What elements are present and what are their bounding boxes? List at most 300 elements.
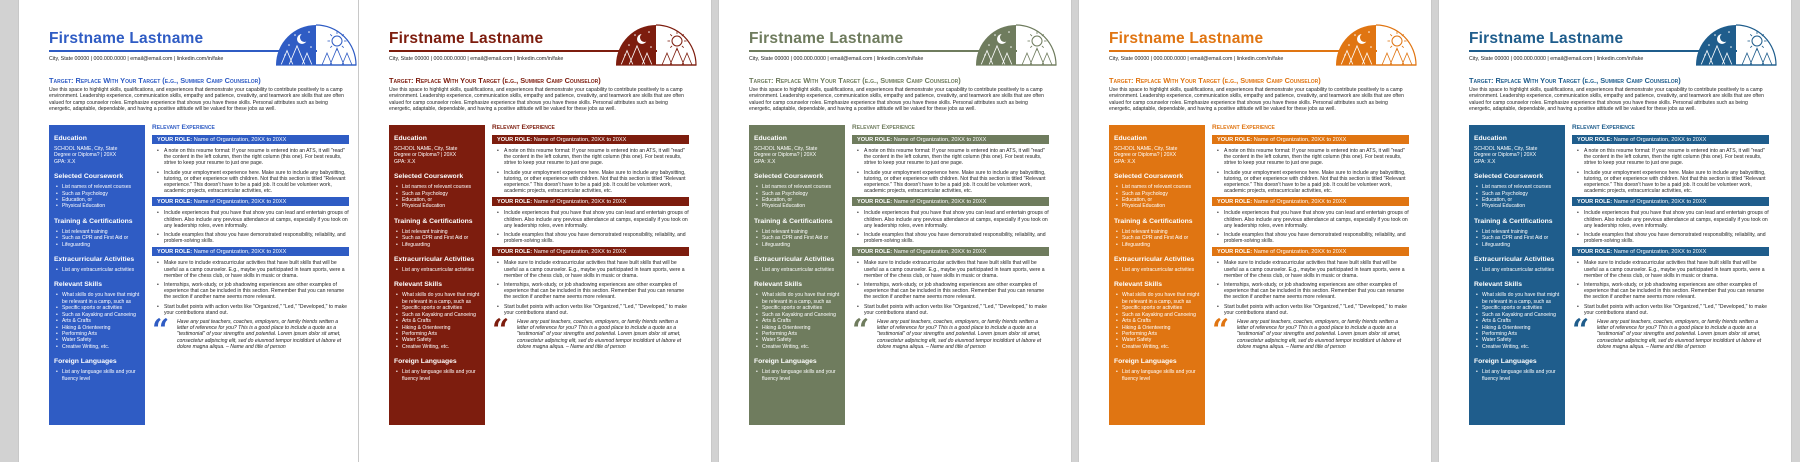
- role-organization: Name of Organization, 20XX to 20XX: [533, 248, 627, 255]
- role-header: [852, 197, 1049, 206]
- role-bullets: [852, 148, 1049, 194]
- role-title: YOUR ROLE:: [1577, 136, 1613, 143]
- sidebar-list-item: • List any extracurricular activities: [762, 267, 840, 273]
- sidebar: [749, 125, 845, 425]
- sidebar-list-item: • List relevant training: [402, 229, 480, 235]
- sidebar-list-item: • Performing Arts: [762, 331, 840, 337]
- sidebar-list-item: • Water Safety: [1122, 337, 1200, 343]
- night-day-emblem-icon: [1695, 23, 1777, 67]
- sidebar-list: [394, 229, 480, 248]
- sidebar-list: [394, 369, 480, 382]
- role-organization: Name of Organization, 20XX to 20XX: [193, 136, 287, 143]
- education-heading: Education: [754, 135, 787, 142]
- target-heading: Target: Replace With Your Target (e.g., Summer Camp Counselor): [389, 76, 601, 85]
- training-heading: Training & Certifications: [1474, 217, 1553, 225]
- education-line: Degree or Diploma? | 20XX: [1474, 152, 1537, 159]
- role-bullet: • Make sure to include extracurricular activities that have built skills that will be useful as a camp counselor. E.g., maybe you participated in team sports, were a member of the chess club, or have skills in music or drama.: [504, 260, 689, 279]
- sidebar-list-item: • Arts & Crafts: [62, 318, 140, 324]
- role-header: [152, 135, 349, 144]
- activities-heading: Extracurricular Activities: [1114, 256, 1195, 264]
- sidebar-list-item: • List any extracurricular activities: [1122, 267, 1200, 273]
- role-title: YOUR ROLE:: [157, 198, 193, 205]
- sidebar-list: [1474, 369, 1560, 382]
- role-bullet: • Include experiences that you have that show you can lead and entertain groups of children. Also include any previous attendance at camps, especially if you took on any leadership roles, even informally.: [164, 210, 349, 229]
- role-organization: Name of Organization, 20XX to 20XX: [1253, 136, 1347, 143]
- sidebar-list-item: • What skills do you have that might be relevant in a camp, such as: [402, 292, 480, 305]
- sidebar-list-item: • Lifeguarding: [62, 242, 140, 248]
- role-bullet: • Make sure to include extracurricular activities that have built skills that will be useful as a camp counselor. E.g., maybe you participated in team sports, were a member of the chess club, or have skills in music or drama.: [1224, 260, 1409, 279]
- role-bullet: • Include your employment experience here. Make sure to include any babysitting, tutoring, or other experience with children. Not that this section is titled "Relevant experience." This doesn't have to be a paid job. It could be volunteer work, academic projects, extracurricular activities, etc.: [164, 170, 349, 195]
- sidebar-list-item: • Specific sports or activities: [402, 305, 480, 311]
- activities-heading: Extracurricular Activities: [54, 256, 135, 264]
- resume-page[interactable]: [1438, 0, 1792, 462]
- education-line: SCHOOL NAME, City, State: [754, 146, 818, 152]
- sidebar-list-item: • Hiking & Orienteering: [62, 325, 140, 331]
- sidebar-list-item: • Specific sports or activities: [1122, 305, 1200, 311]
- contact-line: City, State 00000 | 000.000.0000 | email@email.com | linkedin.com/in/fake: [389, 56, 564, 62]
- role-header: [1212, 135, 1409, 144]
- role-header: [852, 135, 1049, 144]
- night-day-emblem-icon: [615, 23, 697, 67]
- role-organization: Name of Organization, 20XX to 20XX: [193, 248, 287, 255]
- languages-heading: Foreign Languages: [1114, 358, 1177, 366]
- sidebar-list-item: • Performing Arts: [1482, 331, 1560, 337]
- sidebar-list: [754, 229, 840, 248]
- education-line: GPA: X.X: [394, 158, 416, 165]
- experience-heading: Relevant Experience: [852, 124, 915, 131]
- training-heading: Training & Certifications: [754, 217, 833, 225]
- sidebar-list-item: • Such as Kayaking and Canoeing: [1122, 312, 1200, 318]
- role-organization: Name of Organization, 20XX to 20XX: [893, 248, 987, 255]
- sidebar-list-item: • Physical Education: [402, 203, 480, 209]
- summary-paragraph: Use this space to highlight skills, qualifications, and experiences that demonstrate your capability to contribute positively to a camp environment. Leadership experience, communication skills, empathy and patience, creativity, and teamwork are skills that are often valued for camp counselor roles. Emphasize experience that shows you have these skills. Personal attributes such as being energetic, adaptable, dependable, and having a positive attitude will be valued for these jobs as well.: [749, 87, 1044, 113]
- testimonial-text: Have any past teachers, coaches, employers, or family friends written a letter of reference for you? This is a good place to include a quote as a "testimonial" of your strengths and potential. Lorem ipsum dolor sit amet, consectetur adipiscing elit, sed do eiusmod tempor incididunt ut labore et dolore magna aliqua. – Name and title of person: [517, 319, 682, 350]
- sidebar-list-item: • Such as Psychology: [1122, 191, 1200, 197]
- sidebar-list: [1474, 267, 1560, 273]
- role-bullets: [492, 210, 689, 244]
- education-line: SCHOOL NAME, City, State: [54, 146, 118, 152]
- sidebar-list-item: • Such as Kayaking and Canoeing: [62, 312, 140, 318]
- role-title: YOUR ROLE:: [1577, 248, 1613, 255]
- role-bullet: • Start bullet points with action verbs like "Organized," "Led," "Developed," to make your contributions stand out.: [1584, 304, 1769, 316]
- sidebar-list: [1114, 184, 1200, 210]
- sidebar-list-item: • Such as Psychology: [1482, 191, 1560, 197]
- role-organization: Name of Organization, 20XX to 20XX: [893, 198, 987, 205]
- sidebar: [1469, 125, 1565, 425]
- contact-line: City, State 00000 | 000.000.0000 | email@email.com | linkedin.com/in/fake: [1109, 56, 1284, 62]
- role-bullet: • Start bullet points with action verbs like "Organized," "Led," "Developed," to make your contributions stand out.: [504, 304, 689, 316]
- coursework-heading: Selected Coursework: [1474, 173, 1544, 181]
- role-header: [1572, 135, 1769, 144]
- sidebar-list-item: • Physical Education: [62, 203, 140, 209]
- role-bullet: • Internships, work-study, or job shadowing experiences are other examples of experience that can be included in this section. Remember that you can rename the section if another name seems more relevant.: [1584, 282, 1769, 301]
- summary-paragraph: Use this space to highlight skills, qualifications, and experiences that demonstrate your capability to contribute positively to a camp environment. Leadership experience, communication skills, empathy and patience, creativity, and teamwork are skills that are often valued for camp counselor roles. Emphasize experience that shows you have these skills. Personal attributes such as being energetic, adaptable, dependable, and having a positive attitude will be valued for these jobs as well.: [389, 87, 684, 113]
- testimonial: [492, 313, 689, 359]
- sidebar-list-item: • Specific sports or activities: [762, 305, 840, 311]
- target-heading: Target: Replace With Your Target (e.g., Summer Camp Counselor): [49, 76, 261, 85]
- role-bullet: • Include examples that show you have demonstrated responsibility, reliability, and problem-solving skills.: [1584, 232, 1769, 244]
- role-bullet: • A note on this resume format: If your resume is entered into an ATS, it will "read" the content in the left column, then the right column (this one). For best results, strive to keep your resume to just one page.: [1584, 148, 1769, 167]
- coursework-heading: Selected Coursework: [54, 173, 124, 181]
- sidebar-list-item: • Education, or: [1122, 197, 1200, 203]
- role-organization: Name of Organization, 20XX to 20XX: [193, 198, 287, 205]
- role-bullets: [1572, 148, 1769, 194]
- skills-heading: Relevant Skills: [54, 281, 102, 289]
- role-bullet: • Include your employment experience here. Make sure to include any babysitting, tutoring, or other experience with children. Not that this section is titled "Relevant experience." This doesn't have to be a paid job. It could be volunteer work, academic projects, extracurricular activities, etc.: [1584, 170, 1769, 195]
- sidebar-list-item: • List any extracurricular activities: [62, 267, 140, 273]
- resume-page[interactable]: [718, 0, 1072, 462]
- role-title: YOUR ROLE:: [1217, 198, 1253, 205]
- sidebar-list-item: • Water Safety: [1482, 337, 1560, 343]
- sidebar-list: [1114, 369, 1200, 382]
- education-line: GPA: X.X: [1114, 158, 1136, 165]
- sidebar-list-item: • Arts & Crafts: [402, 318, 480, 324]
- sidebar-list-item: • Lifeguarding: [1482, 242, 1560, 248]
- target-heading: Target: Replace With Your Target (e.g., Summer Camp Counselor): [1469, 76, 1681, 85]
- sidebar-list: [1474, 184, 1560, 210]
- sidebar-list-item: • Creative Writing, etc.: [1482, 344, 1560, 350]
- role-title: YOUR ROLE:: [1217, 248, 1253, 255]
- role-bullet: • Internships, work-study, or job shadowing experiences are other examples of experience that can be included in this section. Remember that you can rename the section if another name seems more relevant.: [164, 282, 349, 301]
- role-bullets: [1572, 260, 1769, 316]
- target-heading: Target: Replace With Your Target (e.g., Summer Camp Counselor): [749, 76, 961, 85]
- sidebar-list-item: • Specific sports or activities: [1482, 305, 1560, 311]
- role-bullet: • Internships, work-study, or job shadowing experiences are other examples of experience that can be included in this section. Remember that you can rename the section if another name seems more relevant.: [1224, 282, 1409, 301]
- night-day-emblem-icon: [275, 23, 357, 67]
- role-bullet: • A note on this resume format: If your resume is entered into an ATS, it will "read" the content in the left column, then the right column (this one). For best results, strive to keep your resume to just one page.: [164, 148, 349, 167]
- role-title: YOUR ROLE:: [857, 136, 893, 143]
- education-heading: Education: [1114, 135, 1147, 142]
- sidebar-list-item: • What skills do you have that might be relevant in a camp, such as: [1122, 292, 1200, 305]
- languages-heading: Foreign Languages: [754, 358, 817, 366]
- sidebar-list-item: • Education, or: [402, 197, 480, 203]
- testimonial-text: Have any past teachers, coaches, employers, or family friends written a letter of reference for you? This is a good place to include a quote as a "testimonial" of your strengths and potential. Lorem ipsum dolor sit amet, consectetur adipiscing elit, sed do eiusmod tempor incididunt ut labore et dolore magna aliqua. – Name and title of person: [1237, 319, 1402, 350]
- sidebar-list-item: • List names of relevant courses: [1122, 184, 1200, 190]
- sidebar-list: [54, 267, 140, 273]
- role-bullets: [852, 260, 1049, 316]
- role-header: [1572, 247, 1769, 256]
- role-bullets: [152, 210, 349, 244]
- sidebar-list-item: • Such as Psychology: [402, 191, 480, 197]
- role-bullet: • Internships, work-study, or job shadowing experiences are other examples of experience that can be included in this section. Remember that you can rename the section if another name seems more relevant.: [864, 282, 1049, 301]
- role-title: YOUR ROLE:: [1217, 136, 1253, 143]
- contact-line: City, State 00000 | 000.000.0000 | email@email.com | linkedin.com/in/fake: [1469, 56, 1644, 62]
- role-organization: Name of Organization, 20XX to 20XX: [1613, 248, 1707, 255]
- sidebar-list-item: • Hiking & Orienteering: [762, 325, 840, 331]
- role-bullet: • Include your employment experience here. Make sure to include any babysitting, tutoring, or other experience with children. Not that this section is titled "Relevant experience." This doesn't have to be a paid job. It could be volunteer work, academic projects, extracurricular activities, etc.: [864, 170, 1049, 195]
- contact-line: City, State 00000 | 000.000.0000 | email@email.com | linkedin.com/in/fake: [749, 56, 924, 62]
- experience-column: [852, 124, 1049, 359]
- sidebar-list-item: • Arts & Crafts: [762, 318, 840, 324]
- role-title: YOUR ROLE:: [497, 248, 533, 255]
- experience-heading: Relevant Experience: [1572, 124, 1635, 131]
- role-bullet: • Include your employment experience here. Make sure to include any babysitting, tutoring, or other experience with children. Not that this section is titled "Relevant experience." This doesn't have to be a paid job. It could be volunteer work, academic projects, extracurricular activities, etc.: [1224, 170, 1409, 195]
- sidebar-list-item: • List names of relevant courses: [402, 184, 480, 190]
- training-heading: Training & Certifications: [54, 217, 133, 225]
- sidebar-list-item: • List names of relevant courses: [1482, 184, 1560, 190]
- education-line: Degree or Diploma? | 20XX: [394, 152, 457, 159]
- testimonial-text: Have any past teachers, coaches, employers, or family friends written a letter of reference for you? This is a good place to include a quote as a "testimonial" of your strengths and potential. Lorem ipsum dolor sit amet, consectetur adipiscing elit, sed do eiusmod tempor incididunt ut labore et dolore magna aliqua. – Name and title of person: [877, 319, 1042, 350]
- quote-mark-icon: “: [1212, 313, 1230, 349]
- sidebar-list: [1114, 229, 1200, 248]
- role-bullet: • A note on this resume format: If your resume is entered into an ATS, it will "read" the content in the left column, then the right column (this one). For best results, strive to keep your resume to just one page.: [864, 148, 1049, 167]
- education-line: Degree or Diploma? | 20XX: [54, 152, 117, 159]
- sidebar-list-item: • List any language skills and your fluency level: [1122, 369, 1200, 382]
- role-title: YOUR ROLE:: [497, 136, 533, 143]
- experience-column: [1572, 124, 1769, 359]
- sidebar-list: [754, 369, 840, 382]
- sidebar-list: [1474, 229, 1560, 248]
- resume-name: Firstname Lastname: [49, 30, 204, 47]
- languages-heading: Foreign Languages: [1474, 358, 1537, 366]
- sidebar-list-item: • Such as CPR and First Aid or: [1482, 235, 1560, 241]
- target-heading: Target: Replace With Your Target (e.g., Summer Camp Counselor): [1109, 76, 1321, 85]
- sidebar-list-item: • Such as Kayaking and Canoeing: [762, 312, 840, 318]
- role-bullet: • Make sure to include extracurricular activities that have built skills that will be useful as a camp counselor. E.g., maybe you participated in team sports, were a member of the chess club, or have skills in music or drama.: [164, 260, 349, 279]
- resume-page[interactable]: [18, 0, 372, 462]
- sidebar-list-item: • Lifeguarding: [402, 242, 480, 248]
- role-header: [492, 135, 689, 144]
- sidebar-list-item: • Creative Writing, etc.: [762, 344, 840, 350]
- sidebar-list-item: • Performing Arts: [62, 331, 140, 337]
- sidebar-list-item: • Such as Psychology: [62, 191, 140, 197]
- role-bullet: • Internships, work-study, or job shadowing experiences are other examples of experience that can be included in this section. Remember that you can rename the section if another name seems more relevant.: [504, 282, 689, 301]
- activities-heading: Extracurricular Activities: [754, 256, 835, 264]
- role-bullets: [492, 260, 689, 316]
- role-organization: Name of Organization, 20XX to 20XX: [533, 198, 627, 205]
- activities-heading: Extracurricular Activities: [1474, 256, 1555, 264]
- role-bullet: • Include examples that show you have demonstrated responsibility, reliability, and problem-solving skills.: [1224, 232, 1409, 244]
- role-bullets: [1212, 210, 1409, 244]
- sidebar-list-item: • Such as Kayaking and Canoeing: [402, 312, 480, 318]
- sidebar-list-item: • Water Safety: [62, 337, 140, 343]
- testimonial-text: Have any past teachers, coaches, employers, or family friends written a letter of reference for you? This is a good place to include a quote as a "testimonial" of your strengths and potential. Lorem ipsum dolor sit amet, consectetur adipiscing elit, sed do eiusmod tempor incididunt ut labore et dolore magna aliqua. – Name and title of person: [1597, 319, 1762, 350]
- role-header: [492, 247, 689, 256]
- role-header: [1212, 197, 1409, 206]
- sidebar-list-item: • List relevant training: [1482, 229, 1560, 235]
- role-header: [492, 197, 689, 206]
- sidebar-list-item: • List relevant training: [62, 229, 140, 235]
- role-bullet: • Include experiences that you have that show you can lead and entertain groups of children. Also include any previous attendance at camps, especially if you took on any leadership roles, even informally.: [1584, 210, 1769, 229]
- coursework-heading: Selected Coursework: [1114, 173, 1184, 181]
- sidebar-list: [54, 292, 140, 350]
- role-header: [1212, 247, 1409, 256]
- sidebar-list: [754, 184, 840, 210]
- quote-mark-icon: “: [1572, 313, 1590, 349]
- experience-heading: Relevant Experience: [1212, 124, 1275, 131]
- languages-heading: Foreign Languages: [54, 358, 117, 366]
- role-bullet: • Include examples that show you have demonstrated responsibility, reliability, and problem-solving skills.: [504, 232, 689, 244]
- summary-paragraph: Use this space to highlight skills, qualifications, and experiences that demonstrate your capability to contribute positively to a camp environment. Leadership experience, communication skills, empathy and patience, creativity, and teamwork are skills that are often valued for camp counselor roles. Emphasize experience that shows you have these skills. Personal attributes such as being energetic, adaptable, dependable, and having a positive attitude will be valued for these jobs as well.: [1469, 87, 1764, 113]
- resume-name: Firstname Lastname: [1469, 30, 1624, 47]
- role-bullets: [1212, 148, 1409, 194]
- sidebar-list-item: • Physical Education: [1482, 203, 1560, 209]
- sidebar-list-item: • List any language skills and your fluency level: [762, 369, 840, 382]
- education-line: Degree or Diploma? | 20XX: [1114, 152, 1177, 159]
- sidebar-list-item: • Performing Arts: [1122, 331, 1200, 337]
- role-title: YOUR ROLE:: [157, 136, 193, 143]
- summary-paragraph: Use this space to highlight skills, qualifications, and experiences that demonstrate your capability to contribute positively to a camp environment. Leadership experience, communication skills, empathy and patience, creativity, and teamwork are skills that are often valued for camp counselor roles. Emphasize experience that shows you have these skills. Personal attributes such as being energetic, adaptable, dependable, and having a positive attitude will be valued for these jobs as well.: [49, 87, 344, 113]
- resume-name: Firstname Lastname: [749, 30, 904, 47]
- sidebar-list-item: • List relevant training: [1122, 229, 1200, 235]
- resume-page[interactable]: [1078, 0, 1432, 462]
- role-bullets: [852, 210, 1049, 244]
- education-line: GPA: X.X: [1474, 158, 1496, 165]
- sidebar-list: [394, 184, 480, 210]
- sidebar-list: [54, 369, 140, 382]
- sidebar-list: [394, 292, 480, 350]
- sidebar-list-item: • Such as Kayaking and Canoeing: [1482, 312, 1560, 318]
- education-line: SCHOOL NAME, City, State: [394, 146, 458, 152]
- role-organization: Name of Organization, 20XX to 20XX: [1613, 136, 1707, 143]
- education-line: SCHOOL NAME, City, State: [1474, 146, 1538, 152]
- education-line: GPA: X.X: [754, 158, 776, 165]
- sidebar: [389, 125, 485, 425]
- role-organization: Name of Organization, 20XX to 20XX: [1253, 198, 1347, 205]
- training-heading: Training & Certifications: [394, 217, 473, 225]
- role-bullet: • A note on this resume format: If your resume is entered into an ATS, it will "read" the content in the left column, then the right column (this one). For best results, strive to keep your resume to just one page.: [504, 148, 689, 167]
- sidebar-list-item: • Creative Writing, etc.: [62, 344, 140, 350]
- education-heading: Education: [1474, 135, 1507, 142]
- sidebar-list-item: • Such as CPR and First Aid or: [62, 235, 140, 241]
- role-bullet: • Include examples that show you have demonstrated responsibility, reliability, and problem-solving skills.: [864, 232, 1049, 244]
- experience-heading: Relevant Experience: [152, 124, 215, 131]
- training-heading: Training & Certifications: [1114, 217, 1193, 225]
- role-organization: Name of Organization, 20XX to 20XX: [533, 136, 627, 143]
- sidebar-list-item: • Such as Psychology: [762, 191, 840, 197]
- sidebar-list-item: • Hiking & Orienteering: [1122, 325, 1200, 331]
- contact-line: City, State 00000 | 000.000.0000 | email@email.com | linkedin.com/in/fake: [49, 56, 224, 62]
- role-bullets: [492, 148, 689, 194]
- night-day-emblem-icon: [1335, 23, 1417, 67]
- sidebar-list: [1114, 292, 1200, 350]
- experience-heading: Relevant Experience: [492, 124, 555, 131]
- quote-mark-icon: “: [852, 313, 870, 349]
- sidebar-list-item: • List names of relevant courses: [762, 184, 840, 190]
- role-bullet: • A note on this resume format: If your resume is entered into an ATS, it will "read" the content in the left column, then the right column (this one). For best results, strive to keep your resume to just one page.: [1224, 148, 1409, 167]
- summary-paragraph: Use this space to highlight skills, qualifications, and experiences that demonstrate your capability to contribute positively to a camp environment. Leadership experience, communication skills, empathy and patience, creativity, and teamwork are skills that are often valued for camp counselor roles. Emphasize experience that shows you have these skills. Personal attributes such as being energetic, adaptable, dependable, and having a positive attitude will be valued for these jobs as well.: [1109, 87, 1404, 113]
- role-title: YOUR ROLE:: [1577, 198, 1613, 205]
- sidebar-list-item: • Education, or: [762, 197, 840, 203]
- resume-name: Firstname Lastname: [389, 30, 544, 47]
- sidebar-list: [754, 267, 840, 273]
- sidebar-list-item: • List any extracurricular activities: [402, 267, 480, 273]
- sidebar-list: [54, 229, 140, 248]
- skills-heading: Relevant Skills: [394, 281, 442, 289]
- resume-page[interactable]: [358, 0, 712, 462]
- quote-mark-icon: “: [152, 313, 170, 349]
- role-bullet: • Include your employment experience here. Make sure to include any babysitting, tutoring, or other experience with children. Not that this section is titled "Relevant experience." This doesn't have to be a paid job. It could be volunteer work, academic projects, extracurricular activities, etc.: [504, 170, 689, 195]
- sidebar-list-item: • Performing Arts: [402, 331, 480, 337]
- education-heading: Education: [394, 135, 427, 142]
- experience-column: [152, 124, 349, 359]
- sidebar-list: [54, 184, 140, 210]
- sidebar-list-item: • Such as CPR and First Aid or: [402, 235, 480, 241]
- activities-heading: Extracurricular Activities: [394, 256, 475, 264]
- testimonial-text: Have any past teachers, coaches, employers, or family friends written a letter of reference for you? This is a good place to include a quote as a "testimonial" of your strengths and potential. Lorem ipsum dolor sit amet, consectetur adipiscing elit, sed do eiusmod tempor incididunt ut labore et dolore magna aliqua. – Name and title of person: [177, 319, 342, 350]
- sidebar-list-item: • Arts & Crafts: [1122, 318, 1200, 324]
- sidebar-list-item: • Hiking & Orienteering: [402, 325, 480, 331]
- role-title: YOUR ROLE:: [857, 198, 893, 205]
- role-header: [152, 247, 349, 256]
- sidebar: [1109, 125, 1205, 425]
- sidebar-list-item: • Creative Writing, etc.: [402, 344, 480, 350]
- sidebar-list-item: • Such as CPR and First Aid or: [762, 235, 840, 241]
- role-bullet: • Include experiences that you have that show you can lead and entertain groups of children. Also include any previous attendance at camps, especially if you took on any leadership roles, even informally.: [1224, 210, 1409, 229]
- role-title: YOUR ROLE:: [157, 248, 193, 255]
- sidebar-list-item: • Lifeguarding: [762, 242, 840, 248]
- testimonial: [152, 313, 349, 359]
- sidebar-list-item: • Arts & Crafts: [1482, 318, 1560, 324]
- testimonial: [1212, 313, 1409, 359]
- education-heading: Education: [54, 135, 87, 142]
- role-bullet: • Include examples that show you have demonstrated responsibility, reliability, and problem-solving skills.: [164, 232, 349, 244]
- sidebar: [49, 125, 145, 425]
- sidebar-list-item: • Specific sports or activities: [62, 305, 140, 311]
- experience-column: [492, 124, 689, 359]
- sidebar-list-item: • Education, or: [1482, 197, 1560, 203]
- role-bullet: • Make sure to include extracurricular activities that have built skills that will be useful as a camp counselor. E.g., maybe you participated in team sports, were a member of the chess club, or have skills in music or drama.: [864, 260, 1049, 279]
- experience-column: [1212, 124, 1409, 359]
- sidebar-list: [754, 292, 840, 350]
- role-bullet: • Start bullet points with action verbs like "Organized," "Led," "Developed," to make your contributions stand out.: [1224, 304, 1409, 316]
- skills-heading: Relevant Skills: [754, 281, 802, 289]
- role-bullets: [1212, 260, 1409, 316]
- role-organization: Name of Organization, 20XX to 20XX: [893, 136, 987, 143]
- role-bullet: • Include experiences that you have that show you can lead and entertain groups of children. Also include any previous attendance at camps, especially if you took on any leadership roles, even informally.: [504, 210, 689, 229]
- sidebar-list-item: • What skills do you have that might be relevant in a camp, such as: [762, 292, 840, 305]
- role-bullet: • Include experiences that you have that show you can lead and entertain groups of children. Also include any previous attendance at camps, especially if you took on any leadership roles, even informally.: [864, 210, 1049, 229]
- sidebar-list-item: • What skills do you have that might be relevant in a camp, such as: [1482, 292, 1560, 305]
- role-bullet: • Start bullet points with action verbs like "Organized," "Led," "Developed," to make your contributions stand out.: [864, 304, 1049, 316]
- role-bullet: • Start bullet points with action verbs like "Organized," "Led," "Developed," to make your contributions stand out.: [164, 304, 349, 316]
- role-title: YOUR ROLE:: [857, 248, 893, 255]
- testimonial: [1572, 313, 1769, 359]
- education-line: GPA: X.X: [54, 158, 76, 165]
- night-day-emblem-icon: [975, 23, 1057, 67]
- sidebar-list-item: • Physical Education: [762, 203, 840, 209]
- sidebar-list-item: • Education, or: [62, 197, 140, 203]
- sidebar-list-item: • List any language skills and your fluency level: [402, 369, 480, 382]
- role-bullets: [152, 260, 349, 316]
- sidebar-list-item: • Lifeguarding: [1122, 242, 1200, 248]
- sidebar-list-item: • List relevant training: [762, 229, 840, 235]
- sidebar-list-item: • What skills do you have that might be relevant in a camp, such as: [62, 292, 140, 305]
- languages-heading: Foreign Languages: [394, 358, 457, 366]
- sidebar-list-item: • Creative Writing, etc.: [1122, 344, 1200, 350]
- role-title: YOUR ROLE:: [497, 198, 533, 205]
- sidebar-list-item: • Hiking & Orienteering: [1482, 325, 1560, 331]
- sidebar-list-item: • List any language skills and your fluency level: [62, 369, 140, 382]
- education-line: SCHOOL NAME, City, State: [1114, 146, 1178, 152]
- role-bullets: [152, 148, 349, 194]
- sidebar-list-item: • Such as CPR and First Aid or: [1122, 235, 1200, 241]
- role-bullet: • Make sure to include extracurricular activities that have built skills that will be useful as a camp counselor. E.g., maybe you participated in team sports, were a member of the chess club, or have skills in music or drama.: [1584, 260, 1769, 279]
- role-header: [152, 197, 349, 206]
- sidebar-list-item: • Water Safety: [402, 337, 480, 343]
- quote-mark-icon: “: [492, 313, 510, 349]
- sidebar-list-item: • Physical Education: [1122, 203, 1200, 209]
- sidebar-list: [1474, 292, 1560, 350]
- role-header: [852, 247, 1049, 256]
- skills-heading: Relevant Skills: [1474, 281, 1522, 289]
- resume-name: Firstname Lastname: [1109, 30, 1264, 47]
- sidebar-list-item: • List any language skills and your fluency level: [1482, 369, 1560, 382]
- coursework-heading: Selected Coursework: [394, 173, 464, 181]
- education-line: Degree or Diploma? | 20XX: [754, 152, 817, 159]
- sidebar-list-item: • List names of relevant courses: [62, 184, 140, 190]
- role-organization: Name of Organization, 20XX to 20XX: [1613, 198, 1707, 205]
